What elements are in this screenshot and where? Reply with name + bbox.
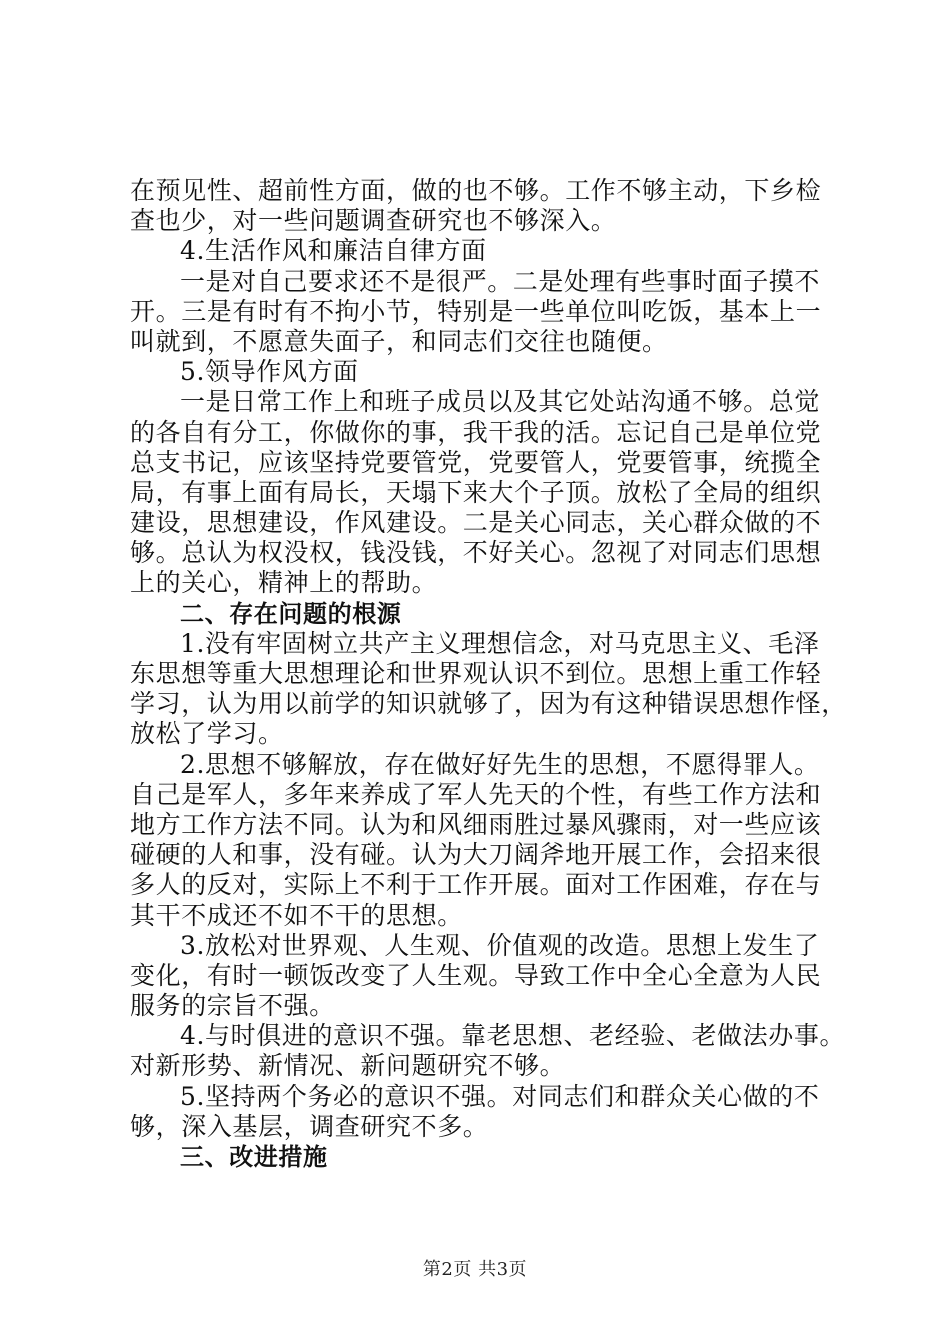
- text-line: 碰硬的人和事，没有碰。认为大刀阔斧地开展工作，会招来很: [130, 840, 822, 870]
- text-line: 服务的宗旨不强。: [130, 991, 335, 1021]
- text-line: 够。总认为权没权，钱没钱，不好关心。忽视了对同志们思想: [130, 538, 822, 568]
- text-line: 3.放松对世界观、人生观、价值观的改造。思想上发生了: [180, 930, 820, 960]
- text-line: 放松了学习。: [130, 719, 284, 749]
- text-line: 建设，思想建设，作风建设。二是关心同志，关心群众做的不: [130, 508, 822, 538]
- text-line: 4.生活作风和廉洁自律方面: [180, 236, 487, 266]
- text-line: 对新形势、新情况、新问题研究不够。: [130, 1051, 566, 1081]
- text-line: 2.思想不够解放，存在做好好先生的思想，不愿得罪人。: [180, 749, 820, 779]
- text-line: 5.领导作风方面: [180, 357, 359, 387]
- text-line: 4.与时俱进的意识不强。靠老思想、老经验、老做法办事。: [180, 1021, 846, 1051]
- text-line: 一是对自己要求还不是很严。二是处理有些事时面子摸不: [180, 266, 821, 296]
- text-line: 地方工作方法不同。认为和风细雨胜过暴风骤雨，对一些应该: [130, 809, 822, 839]
- text-line: 其干不成还不如不干的思想。: [130, 900, 463, 930]
- text-line: 自己是军人，多年来养成了军人先天的个性，有些工作方法和: [130, 779, 822, 809]
- section-heading: 二、存在问题的根源: [180, 599, 402, 628]
- text-line: 一是日常工作上和班子成员以及其它处站沟通不够。总觉: [180, 387, 821, 417]
- text-line: 1.没有牢固树立共产主义理想信念，对马克思主义、毛泽: [180, 628, 820, 658]
- text-line: 叫就到，不愿意失面子，和同志们交往也随便。: [130, 326, 668, 356]
- text-line: 查也少，对一些问题调查研究也不够深入。: [130, 206, 617, 236]
- text-line: 学习，认为用以前学的知识就够了，因为有这种错误思想作怪，: [130, 689, 847, 719]
- text-line: 5.坚持两个务必的意识不强。对同志们和群众关心做的不: [180, 1081, 820, 1111]
- text-line: 上的关心，精神上的帮助。: [130, 568, 438, 598]
- text-line: 的各自有分工，你做你的事，我干我的活。忘记自己是单位党: [130, 417, 822, 447]
- text-line: 东思想等重大思想理论和世界观认识不到位。思想上重工作轻: [130, 659, 822, 688]
- text-line: 局，有事上面有局长，天塌下来大个子顶。放松了全局的组织: [130, 477, 822, 507]
- text-line: 总支书记，应该坚持党要管党，党要管人，党要管事，统揽全: [130, 447, 822, 477]
- text-line: 多人的反对，实际上不利于工作开展。面对工作困难，存在与: [130, 870, 822, 900]
- text-line: 变化，有时一顿饭改变了人生观。导致工作中全心全意为人民: [130, 960, 822, 990]
- document-body: [130, 176, 847, 1172]
- text-line: 开。三是有时有不拘小节，特别是一些单位叫吃饭，基本上一: [130, 296, 822, 326]
- section-heading: 三、改进措施: [180, 1143, 328, 1171]
- text-line: 够，深入基层，调查研究不多。: [130, 1111, 489, 1141]
- text-line: 在预见性、超前性方面，做的也不够。工作不够主动，下乡检: [130, 176, 822, 205]
- page-number-footer: 第2页 共3页: [422, 1259, 528, 1280]
